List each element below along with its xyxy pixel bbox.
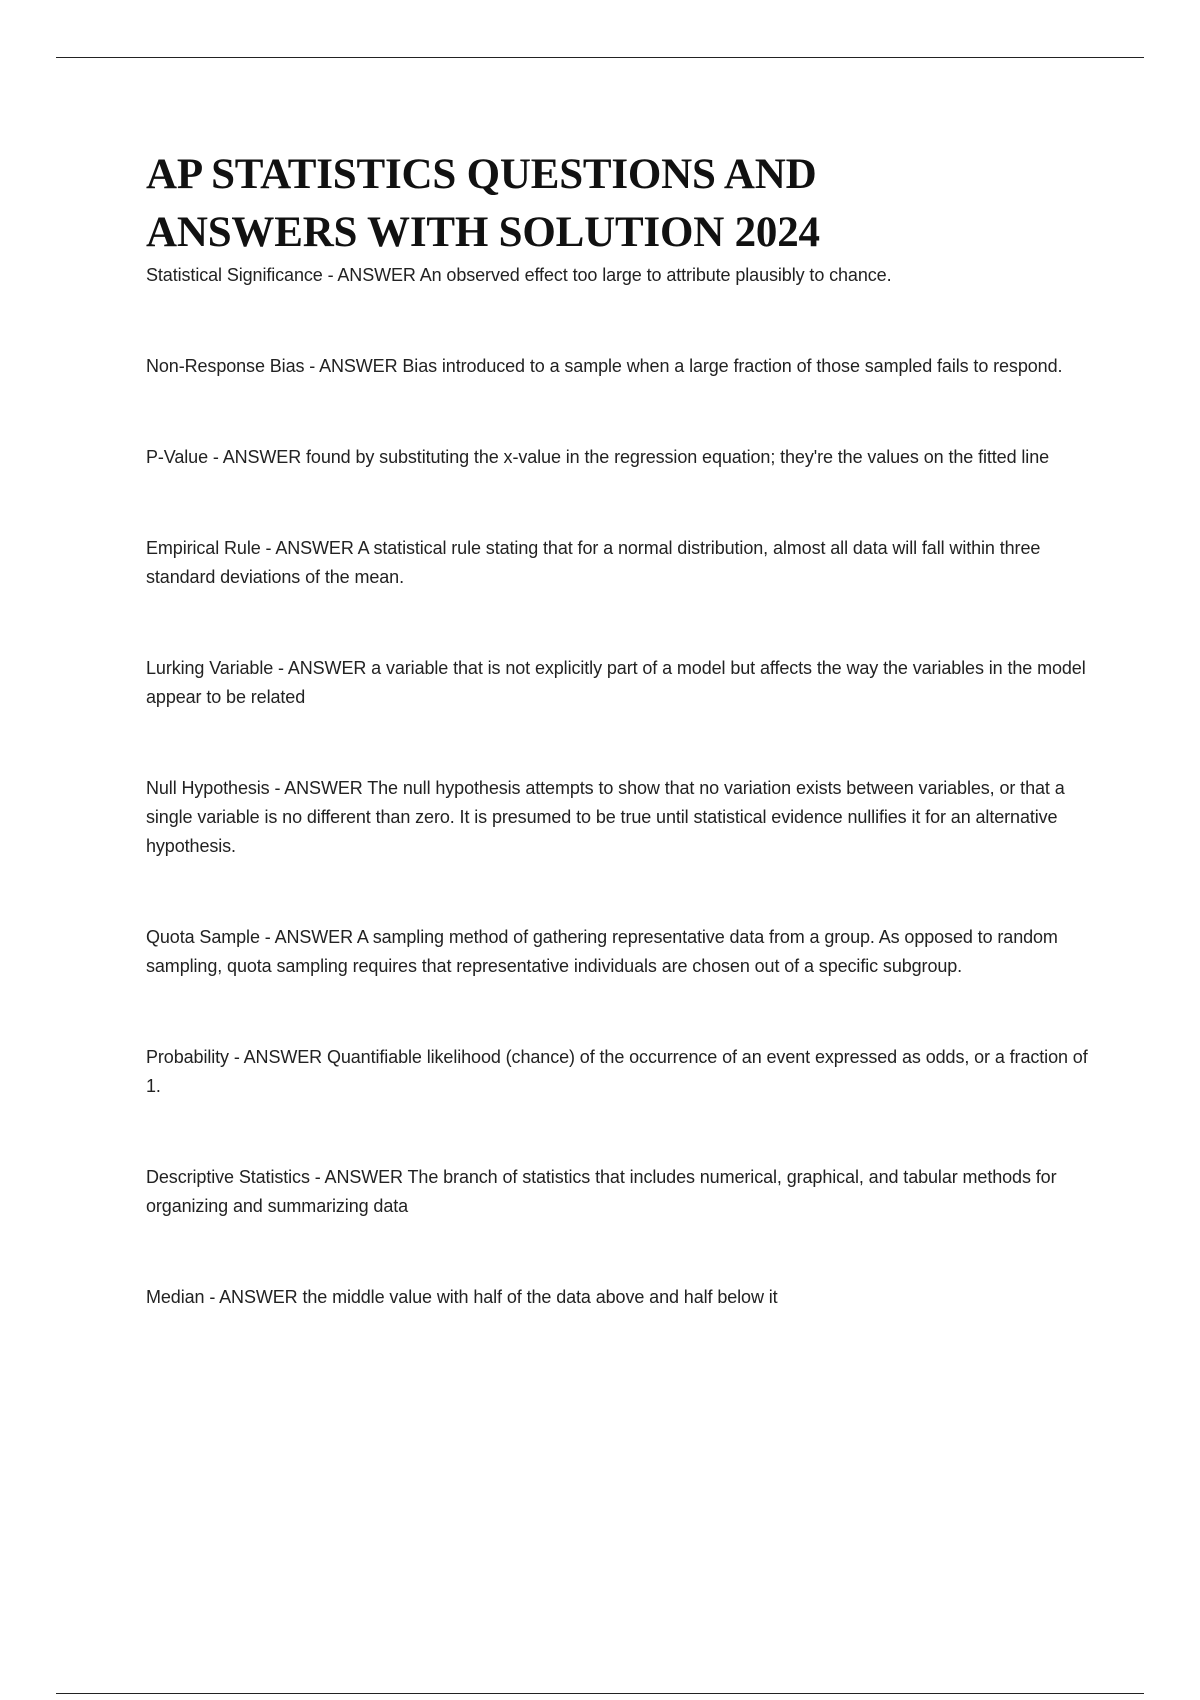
qa-entry-null-hypothesis: Null Hypothesis - ANSWER The null hypothesis attempts to show that no variation exists between variables, or that a single variable is no different than zero. It is presumed to be true until statistical evidence nullifies it for an alternative hypothesis. <box>146 778 1065 856</box>
qa-entry-probability: Probability - ANSWER Quantifiable likelihood (chance) of the occurrence of an event expressed as odds, or a fraction of 1. <box>146 1047 1088 1096</box>
title-line-1: AP STATISTICS QUESTIONS AND <box>146 151 817 198</box>
qa-entry-empirical-rule: Empirical Rule - ANSWER A statistical rule stating that for a normal distribution, almost all data will fall within three standard deviations of the mean. <box>146 538 1041 587</box>
qa-entry-p-value: P-Value - ANSWER found by substituting the x-value in the regression equation; they're the values on the fitted line <box>146 447 1050 467</box>
qa-entry-lurking-variable: Lurking Variable - ANSWER a variable that is not explicitly part of a model but affects the way the variables in the model appear to be related <box>146 658 1086 707</box>
qa-entry-descriptive-statistics: Descriptive Statistics - ANSWER The branch of statistics that includes numerical, graphical, and tabular methods for organizing and summarizing data <box>146 1167 1057 1216</box>
title-line-2: ANSWERS WITH SOLUTION 2024 <box>146 209 820 256</box>
qa-list <box>146 261 1096 1312</box>
page-content <box>146 146 1096 1374</box>
qa-entry-quota-sample: Quota Sample - ANSWER A sampling method of gathering representative data from a group. As opposed to random sampling, quota sampling requires that representative individuals are chosen out of a specific subgroup. <box>146 927 1058 976</box>
qa-entry-statistical-significance: Statistical Significance - ANSWER An observed effect too large to attribute plausibly to chance. <box>146 265 892 285</box>
bottom-divider <box>56 1693 1144 1694</box>
qa-entry-non-response-bias: Non-Response Bias - ANSWER Bias introduced to a sample when a large fraction of those sampled fails to respond. <box>146 356 1063 376</box>
document-title <box>146 146 1096 262</box>
top-divider <box>56 57 1144 58</box>
qa-entry-median: Median - ANSWER the middle value with half of the data above and half below it <box>146 1287 778 1307</box>
